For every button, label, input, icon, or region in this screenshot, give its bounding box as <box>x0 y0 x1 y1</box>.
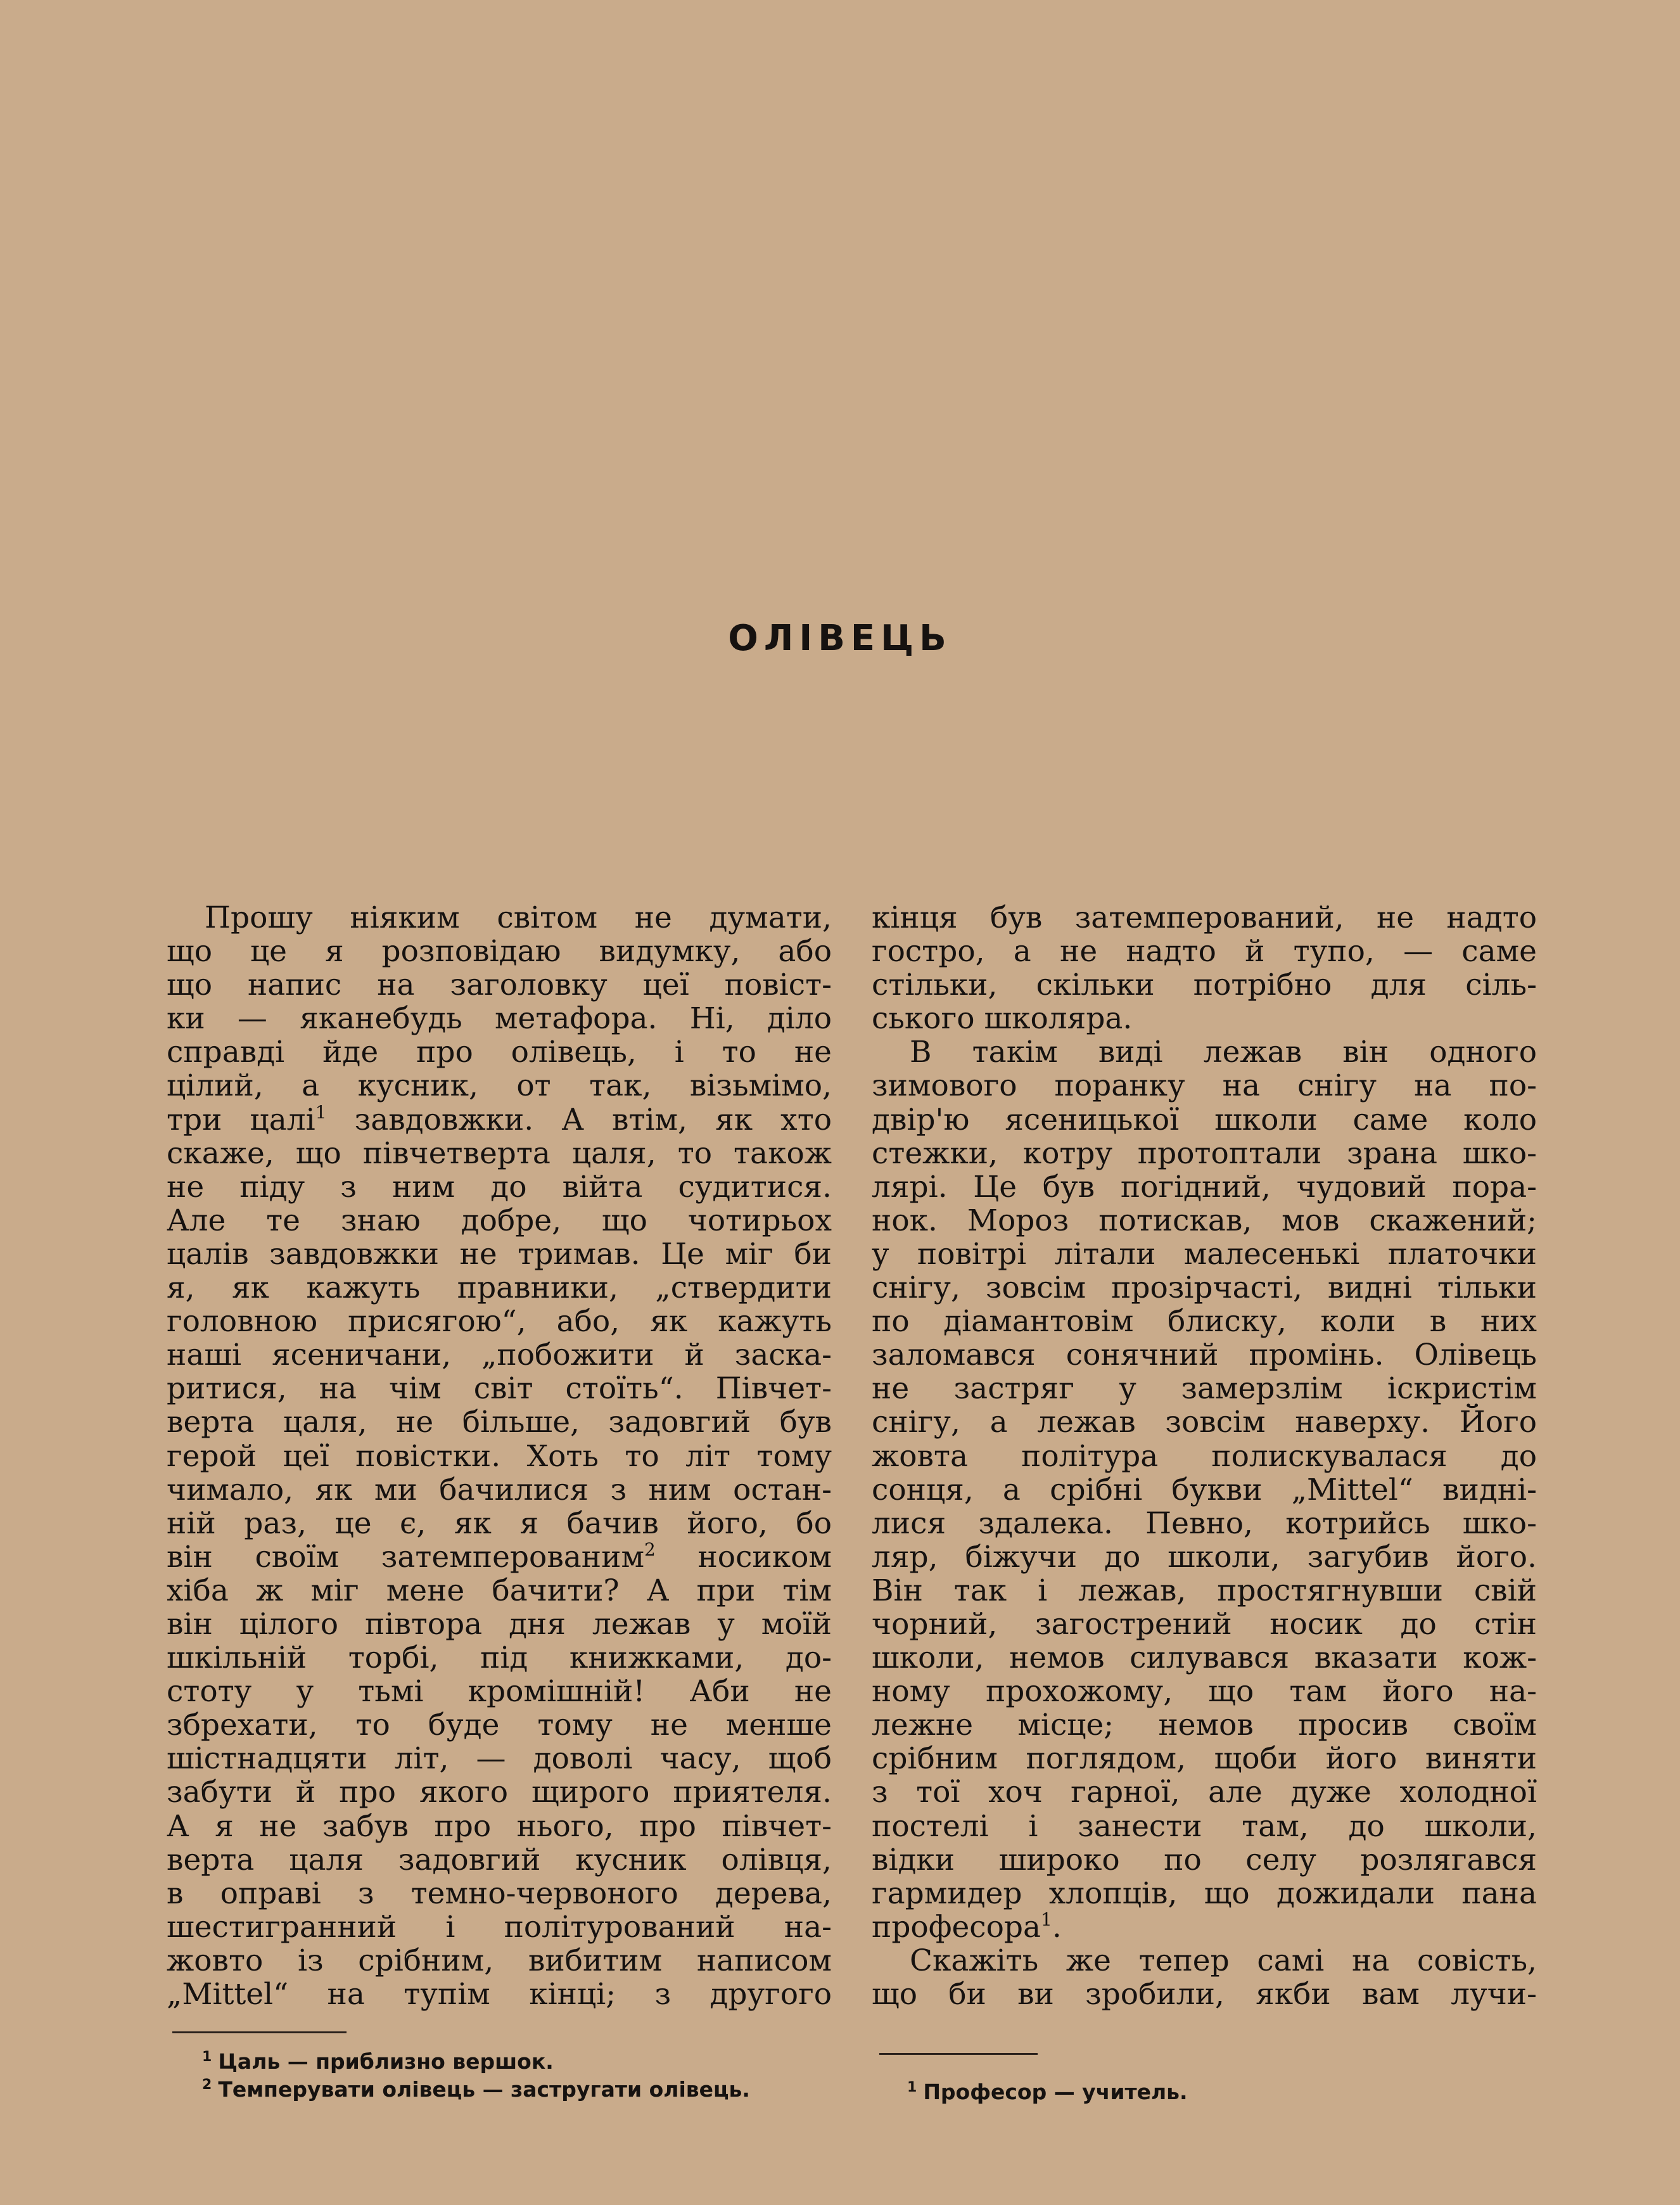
text-segment: він своїм затемперованим <box>167 1539 645 1575</box>
text-line: ній раз, це є, як я бачив його, бо <box>167 1505 832 1541</box>
text-line: снігу, зовсім прозірчасті, видні тільки <box>872 1270 1537 1306</box>
text-line: сонця, а срібні букви „Mittel“ видні- <box>872 1472 1537 1507</box>
text-line: справді йде про олівець, і то не <box>167 1035 832 1070</box>
text-line: ному прохожому, що там його на- <box>872 1674 1537 1710</box>
footnotes-right <box>872 2021 1537 2106</box>
footnote-ref: 1 <box>315 1101 327 1123</box>
footnote <box>167 2048 838 2076</box>
text-segment: завдовжки. А втім, як хто <box>354 1102 832 1137</box>
text-line: головною присягою“, або, як кажуть <box>167 1304 832 1339</box>
text-line: ки — яканебудь метафора. Ні, діло <box>167 1001 832 1037</box>
text-line: збрехати, то буде тому не менше <box>167 1708 832 1743</box>
text-segment: професора <box>872 1909 1041 1945</box>
text-line: наші ясеничани, „побожити й зaска- <box>167 1338 832 1373</box>
text-line: верта цаля задовгий кусник олівця, <box>167 1842 832 1877</box>
text-line: цалів завдовжки не тримав. Це міг би <box>167 1236 832 1272</box>
text-line: школи, немов силувався вказати кож- <box>872 1640 1537 1676</box>
text-line: Він так і лежав, простягнувши свій <box>872 1573 1537 1608</box>
text-line: чорний, загострений носик до стін <box>872 1606 1537 1642</box>
text-line: кінця був затемперований, не надто <box>872 900 1537 935</box>
text-line: постелі і занести там, до школи, <box>872 1808 1537 1844</box>
text-line: що це я розповідаю видумку, або <box>167 934 832 969</box>
text-line: я, як кажуть правники, „ствердити <box>167 1270 832 1306</box>
footnote-text: Цаль — приблизно вершок. <box>218 2049 554 2074</box>
text-column-left <box>167 901 832 2011</box>
text-line: срібним поглядом, щоби його виняти <box>872 1741 1537 1777</box>
text-line: не піду з ним до війта судитися. <box>167 1169 832 1205</box>
text-line: з тої хоч гарної, але дуже холодної <box>872 1775 1537 1810</box>
text-line <box>167 1103 832 1137</box>
text-line: шкільній торбі, під книжками, до- <box>167 1640 832 1676</box>
text-line: шестигранний і політурований на- <box>167 1909 832 1945</box>
footnote-ref: 2 <box>644 1538 656 1560</box>
text-line: лися здалека. Певно, котрийсь шко- <box>872 1505 1537 1541</box>
text-line: відки широко по селу розлягався <box>872 1842 1537 1877</box>
text-line: „Mittel“ на тупім кінці; з другого <box>167 1977 832 2012</box>
text-line: забути й про якого щирого приятеля. <box>167 1775 832 1810</box>
text-line: В такім виді лежав він одного <box>910 1035 1537 1070</box>
text-line: Прошу ніяким світом не думати, <box>205 900 832 935</box>
text-line: ського школяра. <box>872 1001 1133 1037</box>
text-line: не застряг у замерзлім іскристім <box>872 1371 1537 1407</box>
text-line: чимало, як ми бачилися з ним остан- <box>167 1472 832 1507</box>
text-line: двір'ю ясеницької школи саме коло <box>872 1102 1537 1137</box>
text-line: шістнадцяти літ, — доволі часу, щоб <box>167 1741 832 1777</box>
footnote-mark: 1 <box>202 2049 212 2065</box>
text-line: герой цеї повістки. Хоть то літ тому <box>167 1438 832 1474</box>
text-line <box>872 1910 1537 1944</box>
footnote-text: Темперувати олівець — застругати олівець. <box>218 2077 750 2102</box>
text-line: лежне місце; немов просив своїм <box>872 1708 1537 1743</box>
text-line: у повітрі літали малесенькі платочки <box>872 1236 1537 1272</box>
footnote-mark: 1 <box>907 2080 917 2095</box>
text-column-right <box>872 901 1537 2011</box>
text-line: верта цаля, не більше, задовгий був <box>167 1405 832 1440</box>
text-line: гармидер хлопців, що дожидали пана <box>872 1876 1537 1911</box>
text-line: лярі. Це був погідний, чудовий пора- <box>872 1169 1537 1205</box>
footnote-mark: 2 <box>202 2077 212 2093</box>
text-line: що би ви зробили, якби вам лучи- <box>872 1977 1537 2012</box>
text-line: заломався сонячний промінь. Олівець <box>872 1338 1537 1373</box>
text-line: А я не забув про нього, про півчет- <box>167 1808 832 1844</box>
text-segment: носиком <box>697 1539 832 1575</box>
text-line: стоту у тьмі кромішній! Аби не <box>167 1674 832 1710</box>
text-line: жовто із срібним, вибитим написом <box>167 1943 832 1978</box>
text-line: що напис на заголовку цеї повіст- <box>167 968 832 1003</box>
text-line: скаже, що півчетверта цаля, то також <box>167 1135 832 1171</box>
text-line: хіба ж міг мене бачити? А при тім <box>167 1573 832 1608</box>
text-line: Скажіть же тепер самі на совість, <box>910 1943 1537 1978</box>
text-line: в оправі з темно-червоного дерева, <box>167 1876 832 1911</box>
footnote <box>167 2076 838 2104</box>
text-line: по діамантовім блиску, коли в них <box>872 1304 1537 1339</box>
footnote-text: Професор — учитель. <box>923 2080 1188 2104</box>
text-line: Але те знаю добре, що чотирьох <box>167 1203 832 1238</box>
text-line: снігу, а лежав зовсім наверху. Його <box>872 1405 1537 1440</box>
text-line: жовта політура полискувалася до <box>872 1438 1537 1474</box>
text-line: він цілого півтора дня лежав у моїй <box>167 1606 832 1642</box>
text-line: ляр, біжучи до школи, загубив його. <box>872 1539 1537 1575</box>
text-line: цілий, а кусник, от так, візьмімо, <box>167 1068 832 1104</box>
text-line: ритися, на чім світ стоїть“. Півчет- <box>167 1371 832 1407</box>
text-line: нок. Мороз потискав, мов скажений; <box>872 1203 1537 1238</box>
text-line: стільки, скільки потрібно для сіль- <box>872 968 1537 1003</box>
page-title: ОЛІВЕЦЬ <box>728 618 952 659</box>
text-segment: . <box>1052 1909 1062 1945</box>
text-line <box>167 1540 832 1574</box>
text-line: гостро, а не надто й тупо, — саме <box>872 934 1537 969</box>
footnote <box>872 2078 1537 2106</box>
text-line: зимового поранку на снігу на по- <box>872 1068 1537 1104</box>
footnote-ref: 1 <box>1041 1908 1052 1930</box>
footnotes-left <box>167 2021 838 2104</box>
text-line: стежки, котру протоптали зрана шко- <box>872 1135 1537 1171</box>
text-segment: три цалі <box>167 1102 315 1137</box>
